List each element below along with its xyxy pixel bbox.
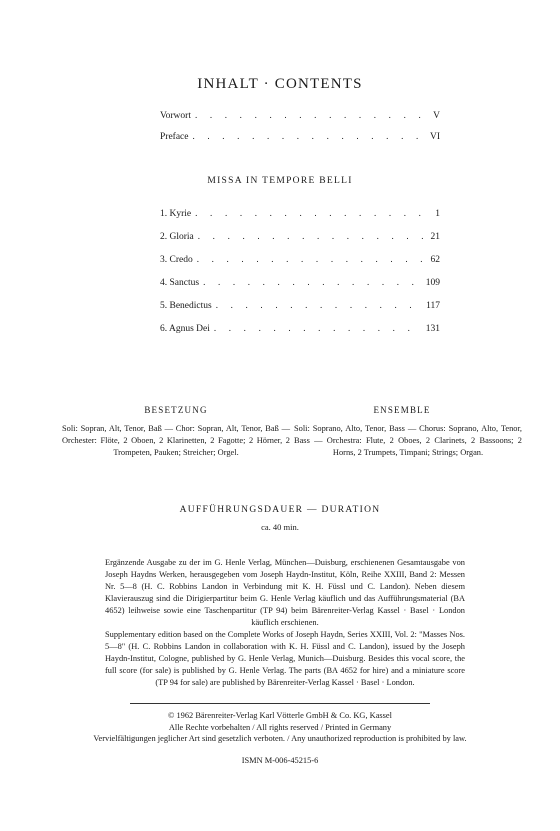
toc-leader-dots bbox=[198, 231, 427, 241]
toc-entry-label: 3. Credo bbox=[160, 255, 193, 265]
toc-entry-sanctus bbox=[160, 277, 440, 291]
toc-entry-benedictus bbox=[160, 300, 440, 314]
edition-note-en: Supplementary edition based on the Complete Works of Joseph Haydn, Series XXIII, Vol. 2: "Masses Nos. 5—8" (H. C. Robbins Landon in collaboration with K. H. Füssl and C. Landon), issued by the Joseph Haydn-Institut, Cologne, published by G. Henle Verlag, Munich—Duisburg. Besides this vocal score, the full score (for sale) is published by G. Henle Verlag. The parts (BA 4652 for hire) and a miniature score (TP 94 for sale) are published by Bärenreiter-Verlag Kassel · Basel · London. bbox=[105, 630, 465, 687]
toc-entry-label: Vorwort bbox=[160, 111, 191, 121]
toc-entry-page: 131 bbox=[425, 324, 440, 334]
scoring-heading-en: ENSEMBLE bbox=[373, 405, 431, 415]
toc-entry-page: 21 bbox=[430, 232, 440, 242]
toc-entry-gloria bbox=[160, 231, 440, 245]
toc-entry-page: 1 bbox=[435, 209, 440, 219]
edition-note-de: Ergänzende Ausgabe zu der im G. Henle Verlag, München—Duisburg, erschienenen Gesamtausgabe von Joseph Haydns Werken, herausgegeben vom Joseph Haydn-Institut, Köln, Reihe XXIII, Band 2: Messen Nr. 5—8 (H. C. Robbins Landon in Verbindung mit K. H. Füssl und C. Landon). Neben diesem Klavierauszug sind die Dirigierpartitur beim G. Henle Verlag käuflich und das Aufführungsmaterial (BA 4652) leihweise sowie eine Taschenpartitur (TP 94) beim Bärenreiter-Verlag Kassel · Basel · London käuflich erschienen. bbox=[105, 558, 465, 627]
duration-value: ca. 40 min. bbox=[261, 522, 299, 532]
toc-entry-label: 4. Sanctus bbox=[160, 278, 200, 288]
contents-title: INHALT · CONTENTS bbox=[197, 76, 363, 92]
toc-leader-dots bbox=[195, 110, 429, 120]
ismn-number: ISMN M-006-45215-6 bbox=[241, 756, 319, 765]
toc-leader-dots bbox=[195, 208, 431, 218]
divider-rule bbox=[130, 703, 430, 704]
toc-entry-label: Preface bbox=[160, 132, 189, 142]
toc-entry-page: 117 bbox=[426, 301, 440, 311]
copyright-line: © 1962 Bärenreiter-Verlag Karl Vötterle GmbH & Co. KG, Kassel bbox=[168, 711, 392, 720]
toc-leader-dots bbox=[214, 323, 422, 333]
toc-leader-dots bbox=[192, 131, 425, 141]
toc-entry-kyrie bbox=[160, 208, 440, 222]
copyright-block bbox=[0, 710, 560, 745]
work-title: MISSA IN TEMPORE BELLI bbox=[207, 176, 353, 186]
toc-entry-label: 1. Kyrie bbox=[160, 209, 192, 219]
toc-leader-dots bbox=[197, 254, 427, 264]
reproduction-line: Vervielfältigungen jeglicher Art sind gesetzlich verboten. / Any unauthorized reproduction is prohibited by law. bbox=[93, 734, 467, 744]
toc-entry-label: 2. Gloria bbox=[160, 232, 194, 242]
toc-leader-dots bbox=[216, 300, 422, 310]
scoring-text-en: Soli: Soprano, Alto, Tenor, Bass — Chorus: Soprano, Alto, Tenor, Bass — Orchestra: Flute, 2 Oboes, 2 Clarinets, 2 Bassoons; 2 Horns, 2 Trumpets, Timpani; Strings; Organ. bbox=[294, 424, 522, 457]
scoring-heading-de: BESETZUNG bbox=[144, 405, 208, 415]
toc-entry-label: 6. Agnus Dei bbox=[160, 324, 210, 334]
toc-entry-page: 109 bbox=[425, 278, 440, 288]
scoring-text-de: Soli: Sopran, Alt, Tenor, Baß — Chor: Sopran, Alt, Tenor, Baß — Orchester: Flöte, 2 Oboen, 2 Klarinetten, 2 Fagotte; 2 Hörner, 2 Trompeten, Pauken; Streicher; Orgel. bbox=[62, 424, 290, 457]
toc-entry-preface bbox=[160, 131, 440, 145]
toc-entry-agnus-dei bbox=[160, 323, 440, 337]
toc-entry-label: 5. Benedictus bbox=[160, 301, 212, 311]
rights-line: Alle Rechte vorbehalten / All rights reserved / Printed in Germany bbox=[168, 722, 392, 732]
duration-heading: AUFFÜHRUNGSDAUER — DURATION bbox=[179, 505, 381, 515]
toc-entry-page: V bbox=[433, 111, 440, 121]
toc-entry-page: VI bbox=[429, 132, 440, 142]
toc-leader-dots bbox=[203, 277, 422, 287]
toc-entry-credo bbox=[160, 254, 440, 268]
toc-entry-foreword bbox=[160, 110, 440, 124]
toc-entry-page: 62 bbox=[430, 255, 440, 265]
